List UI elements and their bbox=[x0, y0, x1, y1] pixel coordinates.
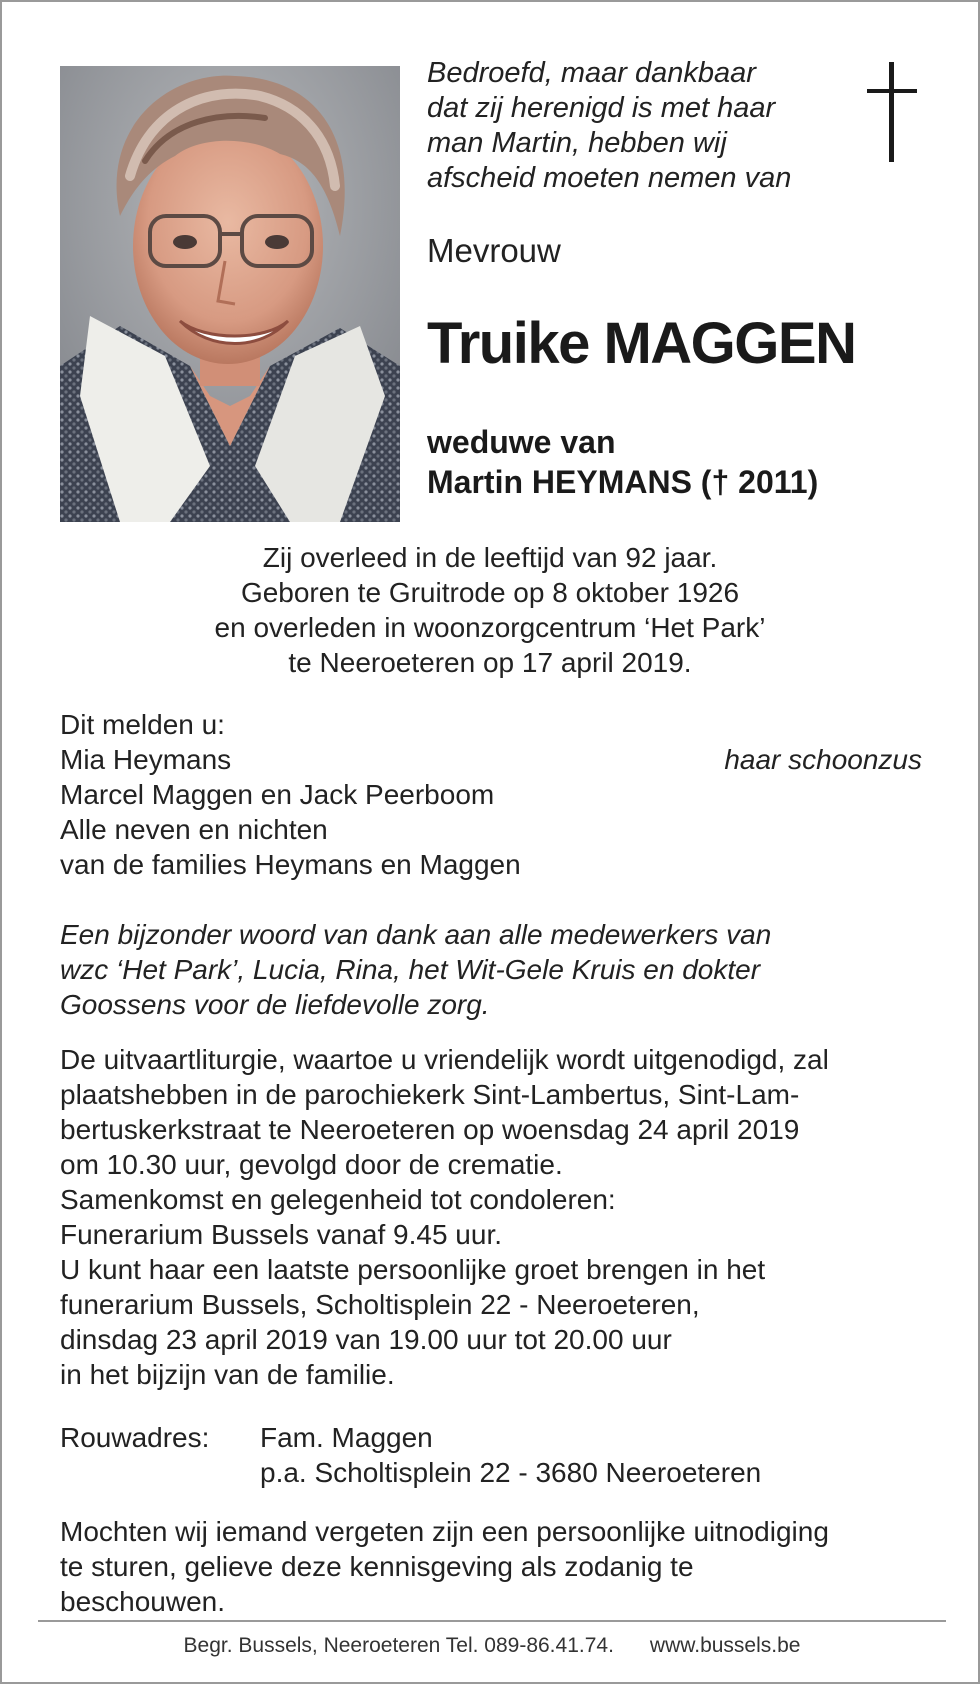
honorific: Mevrouw bbox=[427, 232, 561, 269]
footer bbox=[38, 1634, 946, 1658]
address-label: Rouwadres: bbox=[60, 1422, 210, 1453]
spouse-name: Martin HEYMANS († 2011) bbox=[427, 464, 819, 500]
funeral-line: Samenkomst en gelegenheid tot condoleren: bbox=[60, 1184, 616, 1215]
funeral-line: dinsdag 23 april 2019 van 19.00 uur tot 20.00 uur bbox=[60, 1324, 672, 1355]
address-line: p.a. Scholtisplein 22 - 3680 Neeroeteren bbox=[260, 1457, 762, 1488]
address-row bbox=[60, 1455, 761, 1490]
family-name: Mia Heymans bbox=[60, 744, 232, 775]
family-row bbox=[60, 777, 922, 812]
intro-line: man Martin, hebben wij bbox=[427, 127, 727, 159]
family-name: Marcel Maggen en Jack Peerboom bbox=[60, 779, 495, 810]
life-dates bbox=[60, 540, 920, 680]
funeral-line: plaatshebben in de parochiekerk Sint-Lambertus, Sint-Lam- bbox=[60, 1079, 800, 1110]
funeral-details bbox=[60, 1042, 940, 1392]
dates-line: Geboren te Gruitrode op 8 oktober 1926 bbox=[240, 577, 740, 608]
funeral-line: De uitvaartliturgie, waartoe u vriendelijk wordt uitgenodigd, zal bbox=[60, 1044, 829, 1075]
family-name: van de families Heymans en Maggen bbox=[60, 849, 521, 880]
announce-heading: Dit melden u: bbox=[60, 709, 225, 740]
dates-line: en overleden in woonzorgcentrum ‘Het Park’ bbox=[214, 612, 766, 643]
funeral-line: om 10.30 uur, gevolgd door de crematie. bbox=[60, 1149, 563, 1180]
footer-divider bbox=[38, 1620, 946, 1622]
family-name: Alle neven en nichten bbox=[60, 814, 328, 845]
intro-line: Bedroefd, maar dankbaar bbox=[427, 57, 756, 89]
thanks-line: wzc ‘Het Park’, Lucia, Rina, het Wit-Gele Kruis en dokter bbox=[60, 954, 761, 985]
thanks-text bbox=[60, 917, 930, 1022]
thanks-line: Goossens voor de liefdevolle zorg. bbox=[60, 989, 490, 1020]
family-row bbox=[60, 847, 922, 882]
dates-line: te Neeroeteren op 17 april 2019. bbox=[288, 647, 692, 678]
family-row bbox=[60, 742, 922, 777]
widow-label: weduwe van bbox=[427, 424, 616, 460]
mourning-address bbox=[60, 1420, 761, 1490]
funeral-line: U kunt haar een laatste persoonlijke groet brengen in het bbox=[60, 1254, 766, 1285]
closing-text bbox=[60, 1514, 940, 1619]
funeral-line: funerarium Bussels, Scholtisplein 22 - Neeroeteren, bbox=[60, 1289, 700, 1320]
widow-of bbox=[427, 422, 818, 502]
address-spacer bbox=[60, 1455, 260, 1490]
family-relation: haar schoonzus bbox=[724, 744, 922, 775]
footer-company: Begr. Bussels, Neeroeteren Tel. 089-86.41.74. bbox=[183, 1634, 614, 1657]
closing-line: beschouwen. bbox=[60, 1586, 226, 1617]
thanks-line: Een bijzonder woord van dank aan alle medewerkers van bbox=[60, 919, 772, 950]
intro-line: afscheid moeten nemen van bbox=[427, 162, 792, 194]
deceased-name: Truike MAGGEN bbox=[427, 311, 856, 376]
funeral-line: Funerarium Bussels vanaf 9.45 uur. bbox=[60, 1219, 503, 1250]
cross-icon bbox=[862, 62, 922, 162]
dates-line: Zij overleed in de leeftijd van 92 jaar. bbox=[262, 542, 718, 573]
address-row bbox=[60, 1420, 761, 1455]
funeral-line: bertuskerkstraat te Neeroeteren op woensdag 24 april 2019 bbox=[60, 1114, 800, 1145]
family-announcement bbox=[60, 707, 922, 882]
family-row bbox=[60, 812, 922, 847]
closing-line: te sturen, gelieve deze kennisgeving als zodanig te bbox=[60, 1551, 694, 1582]
footer-website: www.bussels.be bbox=[649, 1634, 801, 1657]
funeral-line: in het bijzijn van de familie. bbox=[60, 1359, 395, 1390]
intro-text bbox=[427, 56, 847, 196]
intro-line: dat zij herenigd is met haar bbox=[427, 92, 776, 124]
portrait-photo bbox=[60, 66, 400, 522]
address-line: Fam. Maggen bbox=[260, 1422, 433, 1453]
closing-line: Mochten wij iemand vergeten zijn een persoonlijke uitnodiging bbox=[60, 1516, 829, 1547]
